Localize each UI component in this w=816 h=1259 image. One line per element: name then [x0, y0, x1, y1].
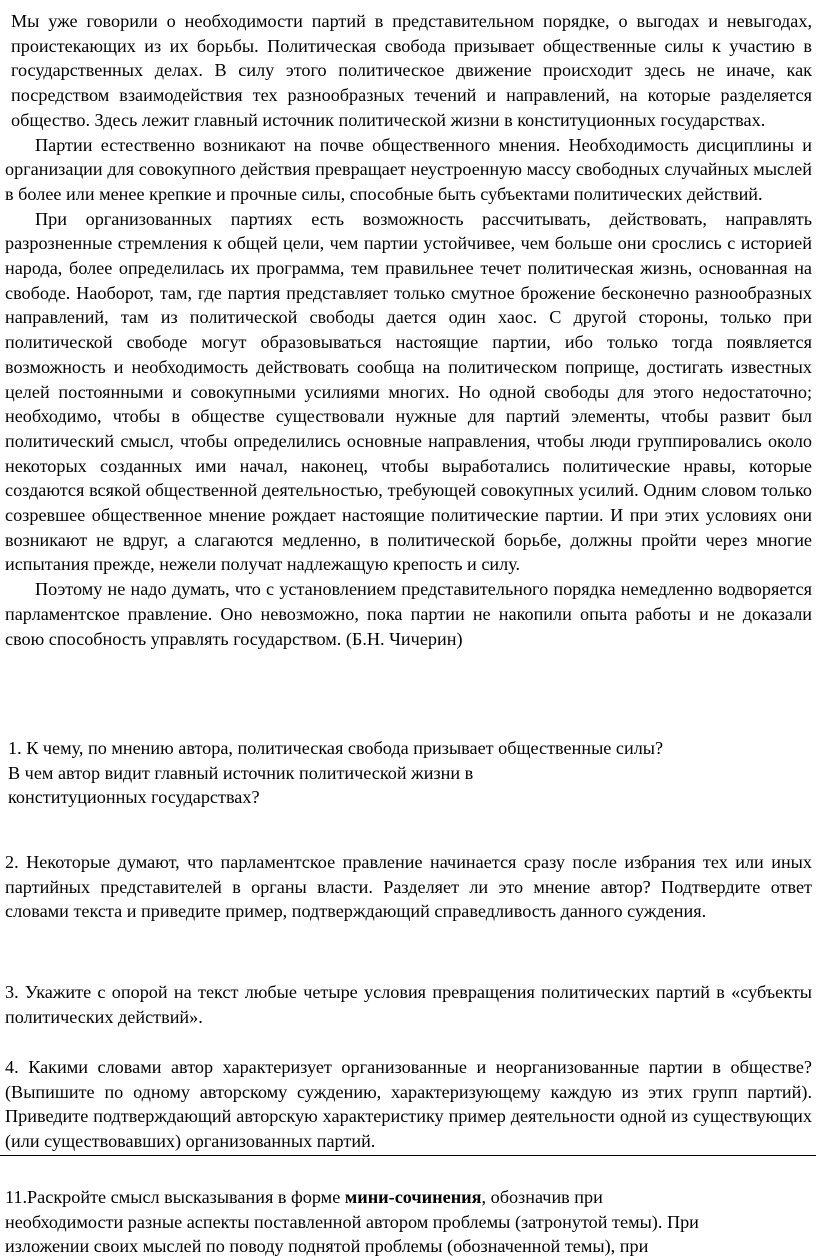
question-1-line-3: конституционных государствах? [8, 787, 260, 808]
task-11 [5, 1185, 812, 1259]
question-1-line-2: В чем автор видит главный источник политической жизни в [8, 762, 474, 783]
section-divider [0, 1155, 816, 1156]
paragraph-3: При организованных партиях есть возможность рассчитывать, действовать, направлять разрозненные стремления к общей цели, чем партии устойчивее, чем больше они срослись с историей народа, более определилась их программа, тем правильнее течет политическая жизнь, основанная на свободе. Наоборот, там, где партия представляет только смутное брожение бесконечно разнообразных направлений, там из политической свободы дается один хаос. С другой стороны, только при политической свободе могут образовываться настоящие партии, ибо только тогда появляется возможность и необходимость действовать сообща на политическом поприще, достигать известных целей постоянными и совокупными усилиями многих. Но одной свободы для этого недостаточно; необходимо, чтобы в обществе существовали нужные для партий элементы, чтобы развит был политический смысл, чтобы определились основные направления, чтобы люди группировались около некоторых созданных ими начал, наконец, чтобы выработались политические нравы, которые создаются всякой общественной деятельностью, требующей совокупных усилий. Одним словом только созревшее общественное мнение рождает настоящие политические партии. И при этих условиях они возникают не вдруг, а слагаются медленно, в политической борьбе, должны пройти через многие испытания прежде, нежели получат надлежащую крепость и силу. [5, 208, 812, 575]
question-3: 3. Укажите с опорой на текст любые четыре условия превращения политических партий в «субъекты политических действий». [5, 982, 812, 1027]
source-text [5, 9, 812, 651]
task-11-line-1 [5, 1185, 812, 1210]
task-11-bold-term: мини-сочинения [344, 1187, 482, 1207]
question-1 [8, 736, 815, 810]
paragraph-1: Мы уже говорили о необходимости партий в представительном порядке, о выгодах и невыгодах, проистекающих из их борьбы. Политическая свобода призывает общественные силы к участию в государственных делах. В силу этого политическое движение происходит здесь не иначе, как посредством взаимодействия тех разнообразных течений и направлений, на которые разделяется общество. Здесь лежит главный источник политической жизни в конституционных государствах. [11, 11, 812, 130]
question-2: 2. Некоторые думают, что парламентское правление начинается сразу после избрания тех или иных партийных представителей в органы власти. Разделяет ли это мнение автор? Подтвердите ответ словами текста и приведите пример, подтверждающий справедливость данного суждения. [5, 852, 812, 922]
task-11-suffix: , обозначив при [481, 1187, 603, 1207]
task-11-line-3: изложении своих мыслей по поводу поднятой проблемы (обозначенной темы), при [5, 1236, 649, 1257]
paragraph-2: Партии естественно возникают на почве общественного мнения. Необходимость дисциплины и организации для совокупного действия превращает неустроенную массу свободных случайных мыслей в более или менее крепкие и прочные силы, способные быть субъектами политических действий. [5, 134, 812, 204]
question-1-line-1: 1. К чему, по мнению автора, политическая свобода призывает общественные силы? [8, 738, 664, 758]
paragraph-4: Поэтому не надо думать, что с установлением представительного порядка немедленно водворяется парламентское правление. Оно невозможно, пока партии не накопили опыта работы и не доказали свою способность управлять государством. (Б.Н. Чичерин) [5, 579, 812, 649]
question-4: 4. Какими словами автор характеризует организованные и неорганизованные партии в обществе? (Выпишите по одному авторскому суждению, характеризующему каждую из этих групп партий). Приведите подтверждающий авторскую характеристику пример деятельности одной из существующих (или существовавших) организованных партий. [5, 1057, 812, 1152]
task-11-line-2: необходимости разные аспекты поставленной автором проблемы (затронутой темы). При [5, 1211, 699, 1232]
task-11-prefix: 11.Раскройте смысл высказывания в форме [5, 1187, 345, 1207]
